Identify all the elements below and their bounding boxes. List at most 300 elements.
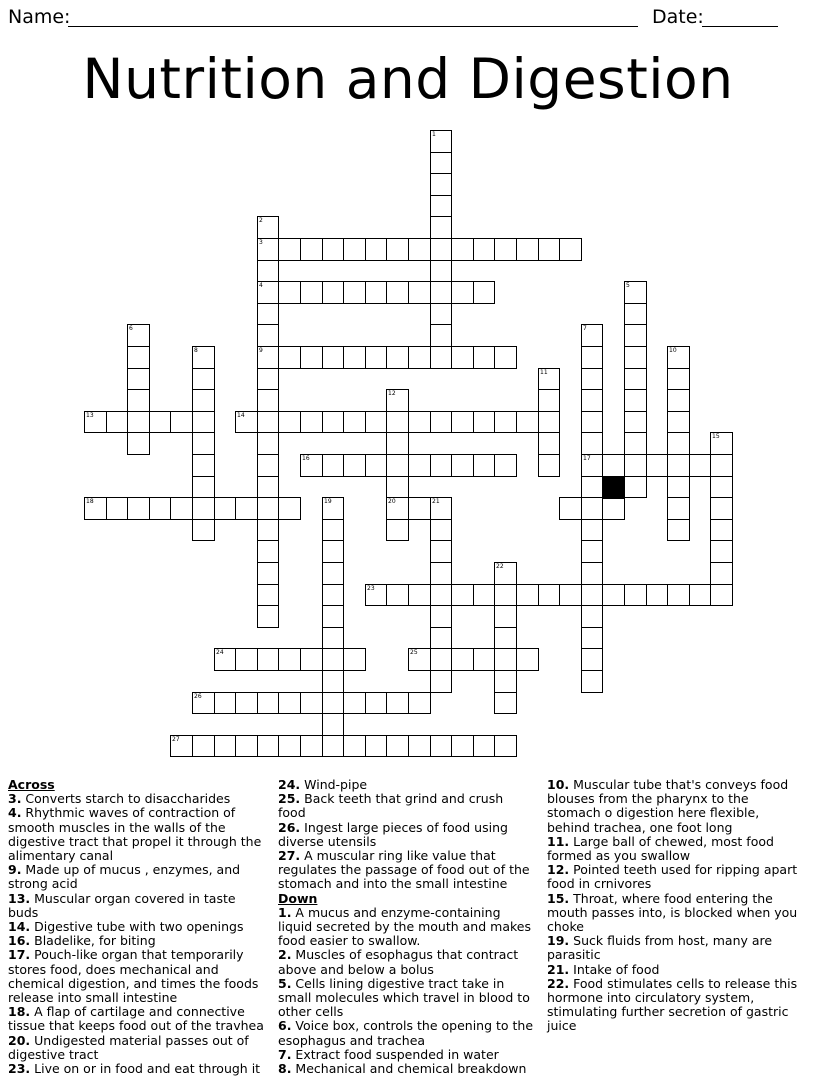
grid-cell[interactable] <box>430 173 452 196</box>
grid-cell[interactable] <box>192 432 215 455</box>
grid-cell[interactable] <box>624 324 647 347</box>
grid-cell[interactable] <box>322 605 344 628</box>
grid-cell[interactable] <box>494 346 517 369</box>
grid-cell[interactable] <box>257 324 279 347</box>
grid-cell[interactable] <box>214 497 236 520</box>
grid-cell[interactable] <box>278 346 301 369</box>
grid-cell[interactable] <box>710 497 733 520</box>
clue-number-label: 15. <box>547 890 570 906</box>
clue-text: Cells lining digestive tract take in small molecules which travel in blood to other cells <box>278 975 530 1020</box>
grid-cell[interactable] <box>322 497 344 520</box>
grid-cell[interactable] <box>278 648 301 671</box>
clue-item <box>278 821 534 849</box>
grid-cell[interactable] <box>386 476 409 498</box>
grid-cell[interactable] <box>106 497 128 520</box>
grid-cell[interactable] <box>365 584 387 606</box>
grid-cell[interactable] <box>257 389 279 412</box>
grid-cell[interactable] <box>710 519 733 541</box>
grid-cell[interactable] <box>667 584 690 606</box>
grid-cell[interactable] <box>581 670 603 693</box>
grid-cell[interactable] <box>257 562 279 585</box>
grid-cell[interactable] <box>408 346 431 369</box>
grid-cell[interactable] <box>581 346 603 369</box>
grid-cell[interactable] <box>386 411 409 433</box>
grid-cell[interactable] <box>214 735 236 757</box>
grid-cell[interactable] <box>192 411 215 433</box>
grid-cell[interactable] <box>257 648 279 671</box>
grid-cell[interactable] <box>581 454 603 477</box>
grid-cell[interactable] <box>430 562 452 585</box>
grid-cell[interactable] <box>430 303 452 325</box>
clue-number-label: 8. <box>278 1061 292 1077</box>
grid-cell[interactable] <box>365 411 387 433</box>
grid-cell[interactable] <box>300 735 323 757</box>
clue-text: Made up of mucus , enzymes, and strong acid <box>8 862 241 892</box>
grid-cell[interactable] <box>430 260 452 282</box>
grid-cell[interactable] <box>667 411 690 433</box>
grid-cell[interactable] <box>322 627 344 649</box>
grid-cell[interactable] <box>257 519 279 541</box>
clue-text: Bladelike, for biting <box>30 933 156 949</box>
grid-cell[interactable] <box>386 454 409 477</box>
grid-cell[interactable] <box>430 238 452 261</box>
grid-cell[interactable] <box>710 584 733 606</box>
grid-cell[interactable] <box>430 540 452 563</box>
grid-cell[interactable] <box>322 692 344 714</box>
clue-number-label: 2. <box>278 947 292 963</box>
grid-cell[interactable] <box>322 670 344 693</box>
grid-cell[interactable] <box>473 648 495 671</box>
grid-cell[interactable] <box>473 238 495 261</box>
grid-cell[interactable] <box>451 648 474 671</box>
clue-number: 1 <box>432 131 436 138</box>
grid-cell[interactable] <box>278 411 301 433</box>
grid-cell[interactable] <box>581 411 603 433</box>
grid-cell[interactable] <box>451 584 474 606</box>
grid-cell[interactable] <box>127 432 150 455</box>
grid-cell[interactable] <box>343 454 366 477</box>
grid-cell[interactable] <box>624 303 647 325</box>
grid-cell[interactable] <box>322 584 344 606</box>
grid-cell[interactable] <box>710 476 733 498</box>
grid-cell[interactable] <box>278 281 301 304</box>
grid-cell[interactable] <box>192 454 215 477</box>
grid-cell[interactable] <box>710 432 733 455</box>
grid-cell[interactable] <box>559 497 582 520</box>
grid-cell[interactable] <box>430 324 452 347</box>
grid-cell[interactable] <box>430 152 452 174</box>
grid-cell[interactable] <box>192 519 215 541</box>
grid-cell[interactable] <box>170 411 193 433</box>
clue-number-label: 17. <box>8 947 31 963</box>
grid-cell[interactable] <box>322 281 344 304</box>
clue-text: Large ball of chewed, most food formed as you swallow <box>547 833 774 864</box>
grid-cell[interactable] <box>257 346 279 369</box>
clue-item <box>278 778 534 792</box>
grid-cell[interactable] <box>127 324 150 347</box>
grid-cell[interactable] <box>408 281 431 304</box>
grid-cell[interactable] <box>300 281 323 304</box>
clue-number-label: 14. <box>8 919 31 935</box>
grid-cell[interactable] <box>192 346 215 369</box>
grid-cell[interactable] <box>667 454 690 477</box>
grid-cell[interactable] <box>235 648 258 671</box>
grid-cell[interactable] <box>127 346 150 369</box>
clue-number: 24 <box>216 649 224 656</box>
grid-cell[interactable] <box>624 346 647 369</box>
grid-cell[interactable] <box>494 735 517 757</box>
grid-cell[interactable] <box>451 454 474 477</box>
grid-cell[interactable] <box>710 454 733 477</box>
grid-cell[interactable] <box>494 562 517 585</box>
grid-cell[interactable] <box>494 411 517 433</box>
clue-number-label: 26. <box>278 819 301 835</box>
grid-cell[interactable] <box>257 216 279 239</box>
grid-cell[interactable] <box>430 130 452 153</box>
grid-cell[interactable] <box>430 216 452 239</box>
grid-cell[interactable] <box>430 195 452 217</box>
grid-cell[interactable] <box>257 368 279 390</box>
grid-cell[interactable] <box>365 692 387 714</box>
grid-cell[interactable] <box>538 238 560 261</box>
clue-item <box>278 849 534 892</box>
clue-text: Intake of food <box>569 961 660 977</box>
name-label: Name: <box>8 6 71 28</box>
grid-cell[interactable] <box>581 368 603 390</box>
grid-cell[interactable] <box>710 562 733 585</box>
grid-cell[interactable] <box>473 735 495 757</box>
grid-cell[interactable] <box>386 389 409 412</box>
grid-cell[interactable] <box>430 454 452 477</box>
grid-cell[interactable] <box>322 346 344 369</box>
grid-cell[interactable] <box>581 324 603 347</box>
grid-cell[interactable] <box>689 584 711 606</box>
grid-cell[interactable] <box>322 238 344 261</box>
grid-cell[interactable] <box>516 238 539 261</box>
grid-cell[interactable] <box>257 735 279 757</box>
grid-cell[interactable] <box>386 497 409 520</box>
grid-cell[interactable] <box>278 497 301 520</box>
grid-cell[interactable] <box>214 692 236 714</box>
grid-cell[interactable] <box>516 584 539 606</box>
grid-cell[interactable] <box>494 605 517 628</box>
grid-cell[interactable] <box>386 432 409 455</box>
grid-cell[interactable] <box>451 238 474 261</box>
grid-cell[interactable] <box>430 346 452 369</box>
grid-cell[interactable] <box>559 584 582 606</box>
grid-cell[interactable] <box>667 346 690 369</box>
grid-cell[interactable] <box>84 411 107 433</box>
grid-cell[interactable] <box>343 281 366 304</box>
grid-cell[interactable] <box>257 605 279 628</box>
grid-cell[interactable] <box>278 735 301 757</box>
clue-item <box>8 1062 266 1076</box>
grid-cell[interactable] <box>624 476 647 498</box>
grid-cell[interactable] <box>192 389 215 412</box>
grid-cell[interactable] <box>235 497 258 520</box>
grid-cell[interactable] <box>408 648 431 671</box>
grid-cell[interactable] <box>257 454 279 477</box>
grid-cell[interactable] <box>127 368 150 390</box>
clue-list <box>0 778 816 1083</box>
grid-cell[interactable] <box>127 389 150 412</box>
grid-cell[interactable] <box>581 627 603 649</box>
grid-cell[interactable] <box>408 238 431 261</box>
grid-cell[interactable] <box>300 411 323 433</box>
grid-cell[interactable] <box>257 497 279 520</box>
grid-cell[interactable] <box>235 735 258 757</box>
clue-item <box>8 1034 266 1062</box>
clue-number: 6 <box>129 325 133 332</box>
grid-cell[interactable] <box>300 454 323 477</box>
grid-cell[interactable] <box>581 540 603 563</box>
grid-cell[interactable] <box>581 519 603 541</box>
clue-number: 27 <box>172 736 180 743</box>
clue-text: A mucus and enzyme-containing liquid secreted by the mouth and makes food easier to swallow. <box>278 904 531 949</box>
grid-cell[interactable] <box>106 411 128 433</box>
grid-cell[interactable] <box>257 692 279 714</box>
grid-cell[interactable] <box>386 584 409 606</box>
clue-number: 7 <box>583 325 587 332</box>
grid-cell[interactable] <box>473 584 495 606</box>
grid-cell[interactable] <box>408 735 431 757</box>
grid-cell[interactable] <box>343 735 366 757</box>
clue-item <box>547 835 805 863</box>
grid-cell[interactable] <box>624 454 647 477</box>
grid-cell[interactable] <box>667 476 690 498</box>
grid-cell[interactable] <box>667 389 690 412</box>
grid-cell[interactable] <box>322 648 344 671</box>
grid-cell[interactable] <box>538 584 560 606</box>
grid-cell[interactable] <box>494 454 517 477</box>
grid-cell[interactable] <box>386 346 409 369</box>
grid-cell[interactable] <box>451 281 474 304</box>
grid-cell[interactable] <box>322 454 344 477</box>
grid-cell[interactable] <box>494 627 517 649</box>
clue-text: Pouch-like organ that temporarily stores food, does mechanical and chemical digestion, and times the foods release into small intestine <box>8 947 259 1006</box>
grid-cell[interactable] <box>278 692 301 714</box>
grid-cell[interactable] <box>127 411 150 433</box>
grid-cell[interactable] <box>494 238 517 261</box>
grid-cell[interactable] <box>430 411 452 433</box>
grid-cell[interactable] <box>646 454 668 477</box>
grid-cell[interactable] <box>257 303 279 325</box>
grid-cell[interactable] <box>602 584 625 606</box>
grid-cell[interactable] <box>581 648 603 671</box>
grid-cell[interactable] <box>257 281 279 304</box>
clue-number-label: 27. <box>278 848 301 864</box>
clue-item <box>278 1062 534 1076</box>
grid-cell[interactable] <box>430 281 452 304</box>
grid-cell[interactable] <box>516 648 539 671</box>
grid-cell[interactable] <box>322 519 344 541</box>
grid-cell[interactable] <box>365 454 387 477</box>
grid-cell[interactable] <box>408 497 431 520</box>
grid-cell[interactable] <box>430 519 452 541</box>
grid-cell[interactable] <box>257 238 279 261</box>
grid-cell[interactable] <box>538 432 560 455</box>
grid-cell[interactable] <box>343 238 366 261</box>
grid-cell[interactable] <box>602 497 625 520</box>
grid-cell[interactable] <box>538 454 560 477</box>
grid-cell[interactable] <box>343 346 366 369</box>
grid-cell[interactable] <box>494 648 517 671</box>
grid-cell[interactable] <box>192 692 215 714</box>
grid-cell[interactable] <box>581 497 603 520</box>
grid-cell[interactable] <box>473 346 495 369</box>
grid-cell[interactable] <box>667 497 690 520</box>
clue-number: 15 <box>712 433 720 440</box>
grid-cell[interactable] <box>235 411 258 433</box>
clue-item <box>278 1048 534 1062</box>
grid-cell[interactable] <box>192 368 215 390</box>
grid-cell[interactable] <box>538 368 560 390</box>
grid-cell[interactable] <box>322 562 344 585</box>
grid-cell[interactable] <box>300 648 323 671</box>
clue-number: 12 <box>388 390 396 397</box>
grid-cell[interactable] <box>149 411 171 433</box>
grid-cell[interactable] <box>170 735 193 757</box>
grid-cell[interactable] <box>322 713 344 736</box>
grid-cell[interactable] <box>538 389 560 412</box>
clue-item <box>8 920 266 934</box>
grid-cell[interactable] <box>473 411 495 433</box>
clue-number: 4 <box>259 282 263 289</box>
grid-cell[interactable] <box>602 454 625 477</box>
grid-cell[interactable] <box>451 735 474 757</box>
grid-cell[interactable] <box>559 238 582 261</box>
grid-cell[interactable] <box>408 692 431 714</box>
grid-cell[interactable] <box>127 497 150 520</box>
grid-cell[interactable] <box>430 648 452 671</box>
grid-cell[interactable] <box>516 411 539 433</box>
grid-cell[interactable] <box>494 670 517 693</box>
grid-cell[interactable] <box>430 735 452 757</box>
grid-cell[interactable] <box>278 238 301 261</box>
grid-cell[interactable] <box>581 476 603 498</box>
grid-cell[interactable] <box>408 454 431 477</box>
grid-cell[interactable] <box>451 346 474 369</box>
grid-cell[interactable] <box>473 281 495 304</box>
grid-cell[interactable] <box>430 670 452 693</box>
grid-cell[interactable] <box>343 692 366 714</box>
grid-cell[interactable] <box>257 260 279 282</box>
clue-number-label: 24. <box>278 777 301 792</box>
grid-cell[interactable] <box>581 562 603 585</box>
grid-cell[interactable] <box>624 389 647 412</box>
clue-text: Suck fluids from host, many are parasitic <box>547 933 773 963</box>
grid-cell[interactable] <box>646 584 668 606</box>
grid-cell[interactable] <box>365 281 387 304</box>
grid-cell[interactable] <box>667 519 690 541</box>
grid-cell[interactable] <box>667 432 690 455</box>
grid-cell[interactable] <box>300 238 323 261</box>
grid-cell[interactable] <box>581 605 603 628</box>
grid-cell[interactable] <box>624 368 647 390</box>
grid-cell[interactable] <box>192 476 215 498</box>
grid-cell[interactable] <box>430 584 452 606</box>
grid-cell[interactable] <box>386 735 409 757</box>
clue-item <box>547 977 805 1034</box>
clue-number-label: 21. <box>547 961 570 977</box>
clue-item <box>8 792 266 806</box>
grid-cell[interactable] <box>257 411 279 433</box>
grid-cell[interactable] <box>430 497 452 520</box>
grid-cell[interactable] <box>322 735 344 757</box>
clue-number-label: 6. <box>278 1018 292 1034</box>
grid-cell[interactable] <box>343 648 366 671</box>
clue-number: 19 <box>324 498 332 505</box>
grid-cell[interactable] <box>386 238 409 261</box>
clue-item <box>547 934 805 962</box>
grid-cell[interactable] <box>430 605 452 628</box>
grid-cell[interactable] <box>214 648 236 671</box>
grid-cell[interactable] <box>365 238 387 261</box>
grid-cell[interactable] <box>192 735 215 757</box>
grid-cell[interactable] <box>408 584 431 606</box>
grid-cell[interactable] <box>149 497 171 520</box>
grid-cell[interactable] <box>257 432 279 455</box>
grid-cell[interactable] <box>538 411 560 433</box>
grid-cell[interactable] <box>322 411 344 433</box>
grid-cell[interactable] <box>667 368 690 390</box>
clue-number: 18 <box>86 498 94 505</box>
grid-cell[interactable] <box>343 411 366 433</box>
grid-cell[interactable] <box>624 432 647 455</box>
clue-number: 9 <box>259 347 263 354</box>
grid-cell[interactable] <box>581 389 603 412</box>
grid-cell[interactable] <box>689 454 711 477</box>
grid-cell[interactable] <box>430 627 452 649</box>
grid-cell[interactable] <box>257 584 279 606</box>
grid-cell[interactable] <box>581 584 603 606</box>
grid-cell[interactable] <box>235 692 258 714</box>
grid-cell[interactable] <box>300 346 323 369</box>
clue-number-label: 20. <box>8 1032 31 1048</box>
grid-cell[interactable] <box>257 476 279 498</box>
grid-cell[interactable] <box>192 497 215 520</box>
clue-number: 8 <box>194 347 198 354</box>
clue-number: 22 <box>496 563 504 570</box>
grid-cell[interactable] <box>408 411 431 433</box>
grid-cell[interactable] <box>451 411 474 433</box>
grid-cell[interactable] <box>473 454 495 477</box>
grid-cell[interactable] <box>494 692 517 714</box>
clue-number: 10 <box>669 347 677 354</box>
grid-cell[interactable] <box>170 497 193 520</box>
grid-cell[interactable] <box>386 692 409 714</box>
grid-cell[interactable] <box>300 692 323 714</box>
grid-cell[interactable] <box>581 432 603 455</box>
grid-cell[interactable] <box>365 735 387 757</box>
grid-cell[interactable] <box>365 346 387 369</box>
grid-cell[interactable] <box>84 497 107 520</box>
clue-number-label: 19. <box>547 933 570 949</box>
grid-cell[interactable] <box>710 540 733 563</box>
clue-item <box>8 863 266 891</box>
clue-column-2 <box>278 778 534 1076</box>
grid-cell[interactable] <box>386 519 409 541</box>
grid-cell[interactable] <box>322 540 344 563</box>
grid-cell[interactable] <box>624 281 647 304</box>
grid-cell[interactable] <box>386 281 409 304</box>
grid-cell[interactable] <box>257 540 279 563</box>
clue-text: Rhythmic waves of contraction of smooth muscles in the walls of the digestive tract that propel it through the alimentary canal <box>8 805 262 864</box>
grid-cell[interactable] <box>494 584 517 606</box>
grid-cell[interactable] <box>624 584 647 606</box>
clue-text: Pointed teeth used for ripping apart food in crnivores <box>547 862 798 892</box>
grid-cell[interactable] <box>624 411 647 433</box>
